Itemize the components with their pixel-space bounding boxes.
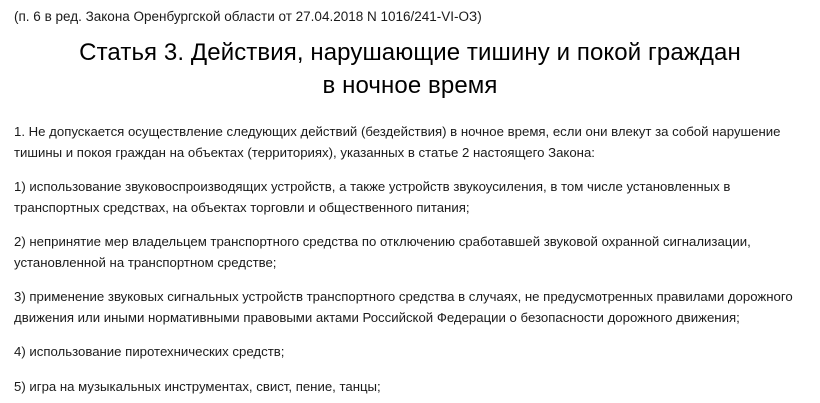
paragraph: 1) использование звуковоспроизводящих устройств, а также устройств звукоусиления, в том числе установленных в транспортных средствах, на объектах торговли и общественного питания; (14, 179, 731, 215)
page-title-line-2: в ночное время (322, 72, 498, 99)
document-body (14, 122, 806, 397)
source-note: (п. 6 в ред. Закона Оренбургской области от 27.04.2018 N 1016/241-VI-ОЗ) (14, 9, 482, 24)
paragraph: 4) использование пиротехнических средств; (14, 344, 285, 359)
paragraph: 5) игра на музыкальных инструментах, свист, пение, танцы; (14, 378, 381, 394)
paragraph: 3) применение звуковых сигнальных устройств транспортного средства в случаях, не предусмотренных правилами дорожного движения или иными нормативными правовыми актами Российской Федерации о безопасности дорожного движения; (14, 289, 793, 325)
paragraph: 2) непринятие мер владельцем транспортного средства по отключению сработавшей звуковой охранной сигнализации, установленной на транспортном средстве; (14, 234, 751, 270)
paragraph: 1. Не допускается осуществление следующих действий (бездействия) в ночное время, если они влекут за собой нарушение тишины и покоя граждан на объектах (территориях), указанных в статье 2 настоящего Закона: (14, 124, 781, 160)
page-title-line-1: Статья 3. Действия, нарушающие тишину и покой граждан (79, 39, 741, 66)
page-title (14, 36, 806, 102)
